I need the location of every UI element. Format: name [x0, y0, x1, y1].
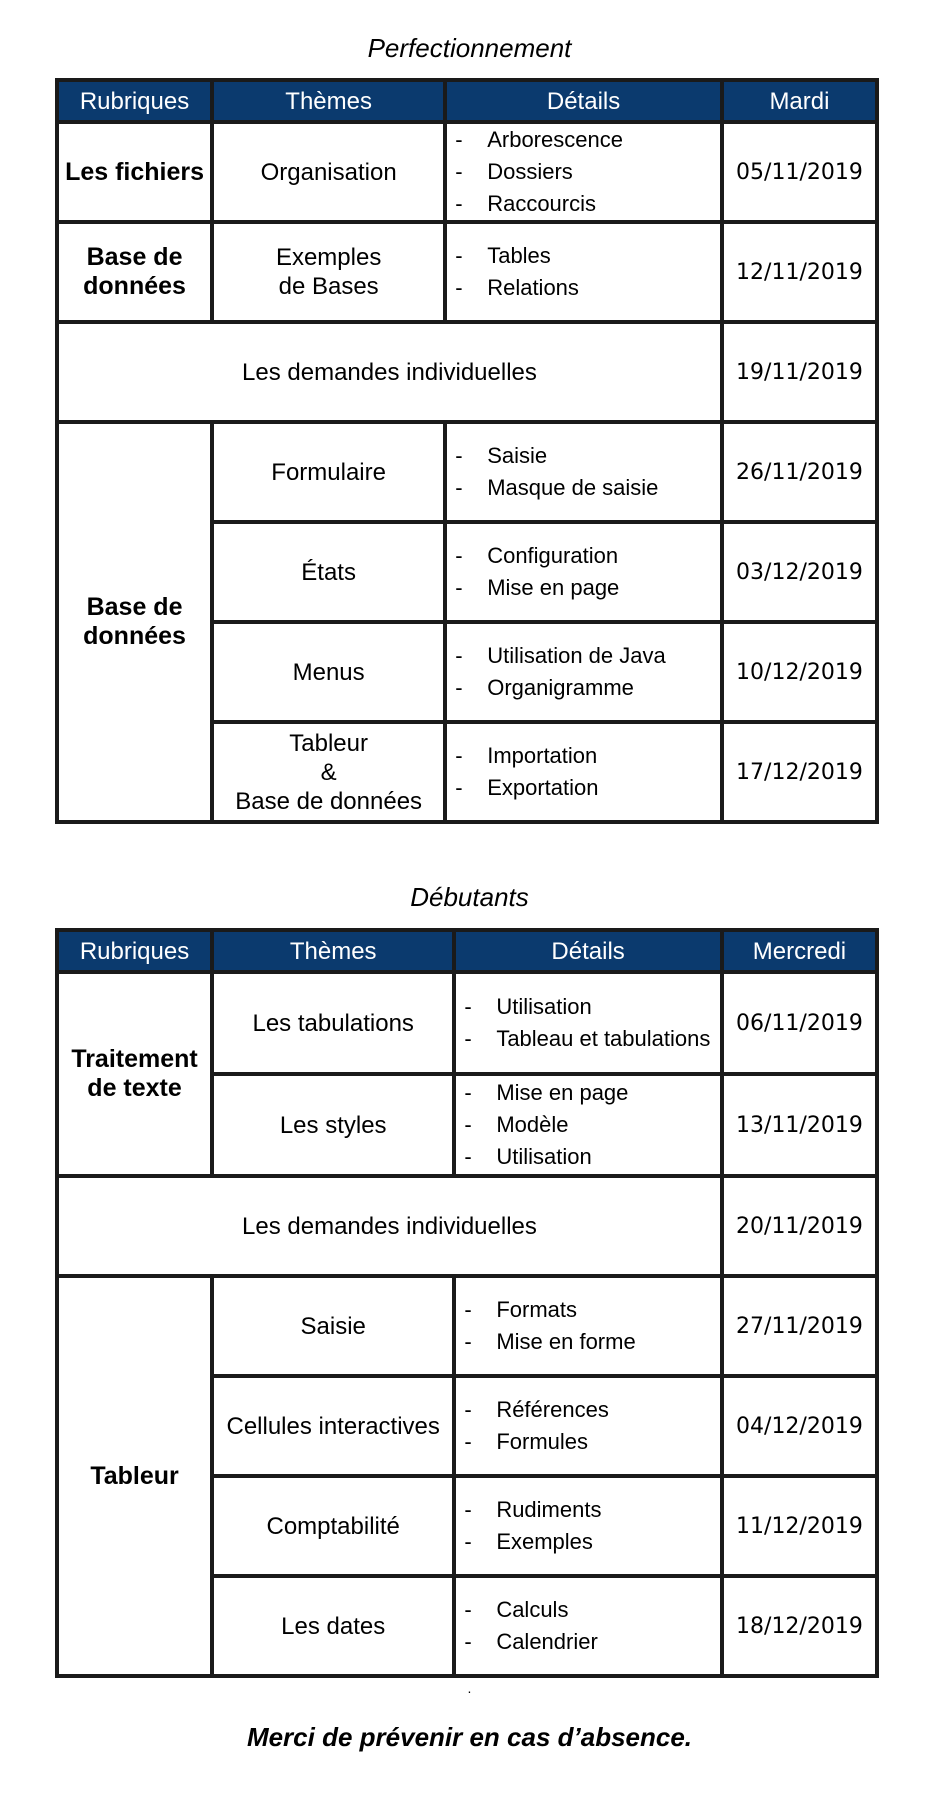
- header-themes: Thèmes: [212, 930, 454, 972]
- detail-item: - Relations: [455, 275, 579, 300]
- date-cell: 26/11/2019: [722, 422, 877, 522]
- header-row: [57, 930, 877, 972]
- table-row: [57, 122, 877, 222]
- date-cell: 17/12/2019: [722, 722, 877, 822]
- perfectionnement-table: [55, 78, 879, 824]
- details-cell: [454, 972, 722, 1074]
- detail-item: - Dossiers: [455, 159, 573, 184]
- date-cell: 19/11/2019: [722, 322, 877, 422]
- absence-note: Merci de prévenir en cas d’absence.: [246, 1722, 693, 1752]
- detail-item: - Références: [464, 1397, 609, 1422]
- detail-item: - Importation: [455, 743, 598, 768]
- table-row: [57, 322, 877, 422]
- date-cell: 11/12/2019: [722, 1476, 877, 1576]
- theme-cell: Formulaire: [212, 422, 445, 522]
- details-cell: [454, 1276, 722, 1376]
- date-cell: 03/12/2019: [722, 522, 877, 622]
- header-day: Mardi: [722, 80, 877, 122]
- debutants-title: Débutants: [410, 882, 529, 912]
- detail-item: - Configuration: [455, 543, 619, 568]
- theme-cell: Cellules interactives: [212, 1376, 454, 1476]
- detail-item: - Calculs: [464, 1597, 569, 1622]
- detail-item: - Masque de saisie: [455, 475, 659, 500]
- details-cell: [445, 222, 722, 322]
- table-row: [57, 1276, 877, 1376]
- header-rubriques: Rubriques: [57, 930, 212, 972]
- date-cell: 20/11/2019: [722, 1176, 877, 1276]
- header-themes: Thèmes: [212, 80, 445, 122]
- date-cell: 13/11/2019: [722, 1074, 877, 1176]
- detail-item: - Mise en forme: [464, 1329, 636, 1354]
- date-cell: 10/12/2019: [722, 622, 877, 722]
- detail-item: - Tables: [455, 243, 551, 268]
- details-cell: [445, 622, 722, 722]
- detail-item: - Calendrier: [464, 1629, 598, 1654]
- date-cell: 12/11/2019: [722, 222, 877, 322]
- details-cell: [445, 422, 722, 522]
- rubrique-cell: Base de données: [57, 222, 212, 322]
- table-row: [57, 972, 877, 1074]
- table-row: [57, 1176, 877, 1276]
- rubrique-cell: Tableur: [57, 1276, 212, 1676]
- detail-item: - Tableau et tabulations: [464, 1026, 711, 1051]
- date-cell: 04/12/2019: [722, 1376, 877, 1476]
- detail-item: - Mise en page: [455, 575, 620, 600]
- header-details: Détails: [445, 80, 722, 122]
- rubrique-cell: Traitement de texte: [57, 972, 212, 1176]
- detail-item: - Utilisation: [464, 1144, 592, 1169]
- theme-cell: Comptabilité: [212, 1476, 454, 1576]
- table-row: [57, 222, 877, 322]
- date-cell: 27/11/2019: [722, 1276, 877, 1376]
- detail-item: - Exportation: [455, 775, 599, 800]
- perfectionnement-title: Perfectionnement: [367, 33, 572, 63]
- header-day: Mercredi: [722, 930, 877, 972]
- details-cell: [454, 1074, 722, 1176]
- details-cell: [454, 1476, 722, 1576]
- detail-item: - Mise en page: [464, 1080, 629, 1105]
- date-cell: 05/11/2019: [722, 122, 877, 222]
- details-cell: [454, 1376, 722, 1476]
- details-cell: [454, 1576, 722, 1676]
- theme-cell: Tableur & Base de données: [212, 722, 445, 822]
- date-cell: 06/11/2019: [722, 972, 877, 1074]
- theme-cell: Organisation: [212, 122, 445, 222]
- details-cell: [445, 122, 722, 222]
- theme-cell: Saisie: [212, 1276, 454, 1376]
- details-cell: [445, 722, 722, 822]
- details-cell: [445, 522, 722, 622]
- detail-item: - Organigramme: [455, 675, 634, 700]
- theme-cell: Les tabulations: [212, 972, 454, 1074]
- theme-cell: Exemples de Bases: [212, 222, 445, 322]
- header-details: Détails: [454, 930, 722, 972]
- rubrique-cell: Les fichiers: [57, 122, 212, 222]
- theme-cell: Les styles: [212, 1074, 454, 1176]
- separator-dot: .: [467, 1680, 472, 1696]
- detail-item: - Formules: [464, 1429, 588, 1454]
- detail-item: - Modèle: [464, 1112, 569, 1137]
- detail-item: - Exemples: [464, 1529, 593, 1554]
- detail-item: - Formats: [464, 1297, 577, 1322]
- detail-item: - Arborescence: [455, 127, 623, 152]
- debutants-table: [55, 928, 879, 1678]
- rubrique-cell: Base de données: [57, 422, 212, 822]
- header-rubriques: Rubriques: [57, 80, 212, 122]
- detail-item: - Utilisation: [464, 994, 592, 1019]
- theme-cell: États: [212, 522, 445, 622]
- theme-cell: Menus: [212, 622, 445, 722]
- detail-item: - Saisie: [455, 443, 548, 468]
- individual-requests-cell: Les demandes individuelles: [57, 322, 722, 422]
- detail-item: - Raccourcis: [455, 191, 597, 216]
- header-row: [57, 80, 877, 122]
- theme-cell: Les dates: [212, 1576, 454, 1676]
- individual-requests-cell: Les demandes individuelles: [57, 1176, 722, 1276]
- detail-item: - Rudiments: [464, 1497, 602, 1522]
- date-cell: 18/12/2019: [722, 1576, 877, 1676]
- detail-item: - Utilisation de Java: [455, 643, 666, 668]
- table-row: [57, 422, 877, 522]
